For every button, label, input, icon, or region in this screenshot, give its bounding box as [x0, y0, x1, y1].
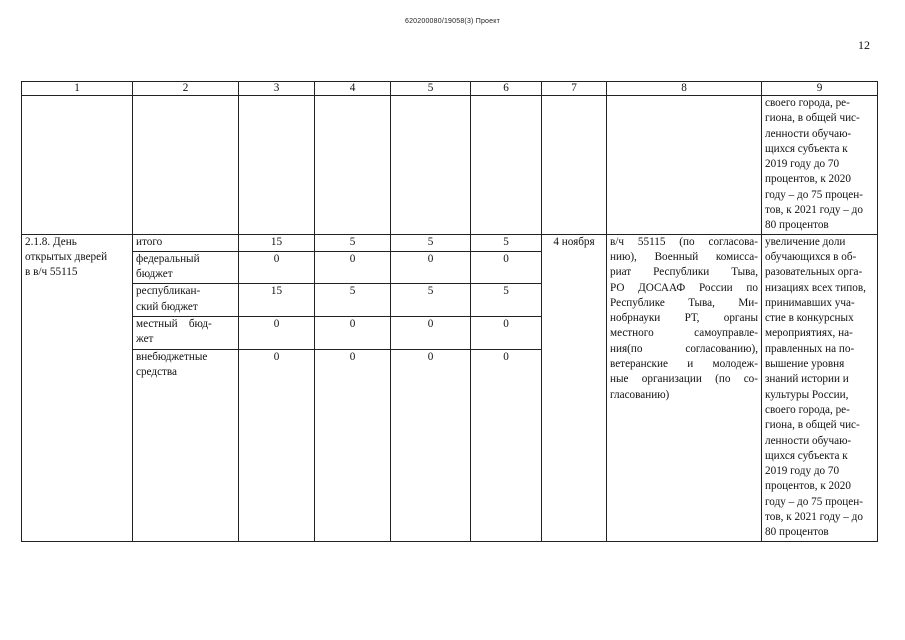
column-header: 3: [239, 82, 315, 96]
column-header-row: [22, 82, 878, 96]
text-line: правленных на по-: [765, 342, 855, 355]
text-line: гласованию): [610, 388, 670, 401]
text-line: процентов, к 2020: [765, 173, 851, 186]
column-header: 7: [542, 82, 607, 96]
text-line: федеральный: [136, 252, 200, 265]
text-line: 2019 году до 70: [765, 465, 840, 478]
text-line: бюджет: [136, 267, 173, 280]
text-line: ветеранские и молодеж-: [610, 358, 758, 371]
text-line: году – до 75 процен-: [765, 495, 863, 508]
value-cell: 5: [391, 284, 471, 317]
text-line: культуры России,: [765, 388, 849, 401]
continuation-result-cell: [762, 96, 878, 235]
text-line: риат Республики Тыва,: [610, 266, 758, 279]
text-line: мероприятиях, на-: [765, 327, 853, 340]
column-header: 2: [133, 82, 239, 96]
text-line: гиона, в общей чис-: [765, 419, 860, 432]
text-line: средства: [136, 366, 178, 379]
column-header: 4: [315, 82, 391, 96]
text-line: 2.1.8. День: [25, 235, 77, 248]
value-cell: 15: [239, 234, 315, 251]
text-line: знаний истории и: [765, 373, 849, 386]
page-number: 12: [858, 38, 870, 52]
value-cell: 0: [391, 349, 471, 541]
event-row: [22, 234, 878, 251]
text-line: в/ч 55115 (по согласова-: [610, 235, 758, 248]
text-line: РО ДОСААФ России по: [610, 281, 758, 294]
source-label-cell: [133, 317, 239, 350]
text-line: процентов, к 2020: [765, 480, 851, 493]
text-line: низациях всех типов,: [765, 281, 866, 294]
value-cell: 0: [391, 251, 471, 284]
source-label-cell: [133, 234, 239, 251]
text-line: внебюджетные: [136, 350, 208, 363]
value-cell: 15: [239, 284, 315, 317]
value-cell: 5: [471, 234, 542, 251]
text-line: открытых дверей: [25, 250, 108, 263]
value-cell: 0: [315, 349, 391, 541]
value-cell: 0: [239, 317, 315, 350]
text-line: увеличение доли: [765, 235, 846, 248]
text-line: вышение уровня: [765, 358, 845, 371]
text-line: местного самоуправле-: [610, 327, 758, 340]
text-line: гиона, в общей чис-: [765, 112, 860, 125]
text-line: тов, к 2021 году – до: [765, 204, 863, 217]
value-cell: 5: [391, 234, 471, 251]
text-line: местный бюд-: [136, 318, 212, 331]
text-line: году – до 75 процен-: [765, 188, 863, 201]
plan-table: [21, 81, 878, 542]
date-cell: 4 ноября: [542, 234, 607, 541]
text-line: стие в конкурсных: [765, 312, 854, 325]
source-label-cell: [133, 349, 239, 541]
value-cell: 5: [315, 284, 391, 317]
column-header: 6: [471, 82, 542, 96]
column-header: 5: [391, 82, 471, 96]
text-line: итого: [136, 235, 163, 248]
executors-cell: [607, 234, 762, 541]
text-line: своего города, ре-: [765, 97, 850, 109]
text-line: обучающихся в об-: [765, 250, 857, 263]
text-line: ные организации (по со-: [610, 373, 758, 386]
text-line: в в/ч 55115: [25, 266, 78, 279]
text-line: ния(по согласованию),: [610, 342, 758, 355]
value-cell: 0: [315, 251, 391, 284]
text-line: 80 процентов: [765, 219, 829, 232]
value-cell: 0: [239, 349, 315, 541]
value-cell: 0: [239, 251, 315, 284]
value-cell: 0: [315, 317, 391, 350]
event-name-cell: [22, 234, 133, 541]
value-cell: 0: [471, 251, 542, 284]
source-label-cell: [133, 251, 239, 284]
column-header: 1: [22, 82, 133, 96]
value-cell: 5: [315, 234, 391, 251]
text-line: разовательных орга-: [765, 266, 863, 279]
text-line: тов, к 2021 году – до: [765, 511, 863, 524]
column-header: 9: [762, 82, 878, 96]
text-line: Республике Тыва, Ми-: [610, 296, 758, 309]
value-cell: 0: [471, 317, 542, 350]
column-header: 8: [607, 82, 762, 96]
text-line: ленности обучаю-: [765, 434, 852, 447]
text-line: нию), Военный комисса-: [610, 250, 758, 263]
text-line: жет: [136, 333, 154, 346]
text-line: своего города, ре-: [765, 403, 850, 416]
continuation-row: [22, 96, 878, 235]
text-line: 2019 году до 70: [765, 158, 840, 171]
source-label-cell: [133, 284, 239, 317]
text-line: республикан-: [136, 285, 201, 298]
text-line: принимавших уча-: [765, 296, 855, 309]
value-cell: 0: [391, 317, 471, 350]
value-cell: 0: [471, 349, 542, 541]
text-line: ленности обучаю-: [765, 127, 852, 140]
value-cell: 5: [471, 284, 542, 317]
text-line: 80 процентов: [765, 526, 829, 539]
document-code-header: 620200080/19058(3) Проект: [404, 18, 500, 25]
text-line: щихся субъекта к: [765, 449, 848, 462]
text-line: щихся субъекта к: [765, 142, 848, 155]
text-line: ский бюджет: [136, 300, 198, 313]
text-line: нобрнауки РТ, органы: [610, 312, 758, 325]
result-cell: [762, 234, 878, 541]
